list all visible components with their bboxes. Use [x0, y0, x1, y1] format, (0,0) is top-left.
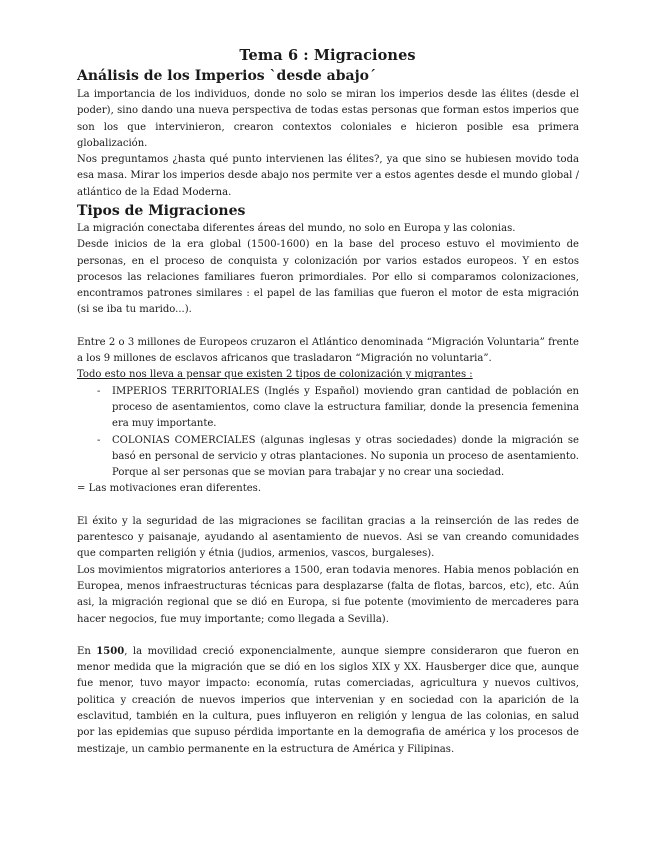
list-item-text: COLONIAS COMERCIALES (algunas inglesas y otras sociedades) donde la migración se basó en personal de servicio y otras plantaciones. No suponia un proceso de asentamiento. Porque al ser personas que se movian para trabajar y no crear una sociedad. — [112, 434, 579, 479]
paragraph: El éxito y la seguridad de las migraciones se facilitan gracias a la reinserción de las redes de parentesco y paisanaje, ayudando al asentamiento de nuevos. Asi se van creando comunidades que comparten religión y étnia (judios, armenios, vascos, burgaleses). — [77, 515, 579, 560]
paragraph-rest: , la movilidad creció exponencialmente, aunque siempre consideraron que fueron en menor medida que la migración que se dió en los siglos XIX y XX. Hausberger dice que, aunque fue menor, tuvo mayor impacto: economía, rutas comerciadas, agricultura y nuevos cultivos, politica y creación de nuevos imperios que intervenian y en sociedad con la aparición de la esclavitud, también en la cultura, pues influyeron en religión y lengua de las colonias, en salud por las epidemias que supuso pérdida importante en la demografia de américa y los procesos de mestizaje, un cambio permanente en la estructura de América y Filipinas. — [77, 645, 580, 755]
section-body-tipos — [77, 221, 579, 758]
section-body-imperios — [77, 87, 579, 201]
paragraph: Entre 2 o 3 millones de Europeos cruzaron el Atlántico denominada “Migración Voluntaria” frente a los 9 millones de esclavos africanos que trasladaron “Migración no voluntaria”. — [77, 336, 579, 365]
paragraph: La importancia de los individuos, donde no solo se miran los imperios desde las élites (desde el poder), sino dando una nueva perspectiva de todas estas personas que forman estos imperios que son los que intervinieron, crearon contextos coloniales e hicieron posible esa primera globalización. — [77, 89, 579, 149]
paragraph-prefix: En — [77, 645, 97, 657]
bullet-dash: - — [97, 385, 101, 397]
section-heading-imperios: Análisis de los Imperios `desde abajo´ — [77, 68, 377, 84]
page-title: Tema 6 : Migraciones — [239, 47, 416, 64]
paragraph — [77, 644, 579, 758]
bold-year: 1500 — [96, 645, 125, 657]
underlined-statement: Todo esto nos lleva a pensar que existen 2 tipos de colonización y migrantes : — [77, 369, 473, 381]
conclusion-line: = Las motivaciones eran diferentes. — [77, 483, 262, 495]
list-item — [77, 384, 579, 433]
paragraph: La migración conectaba diferentes áreas del mundo, no solo en Europa y las colonias. — [77, 223, 516, 234]
bullet-dash: - — [97, 434, 101, 446]
list-item — [77, 433, 579, 482]
paragraph: Desde inicios de la era global (1500-1600) en la base del proceso estuvo el movimiento de personas, en el proceso de conquista y colonización por varios estados europeos. Y en estos procesos las relaciones familiares fueron primordiales. Por ello si comparamos colonizaciones, encontramos patrones similares : el papel de las familias que fueron el motor de esta migración (si se iba tu marido...). — [77, 239, 579, 316]
paragraph: Nos preguntamos ¿hasta qué punto intervienen las élites?, ya que sino se hubiesen movido toda esa masa. Mirar los imperios desde abajo nos permite ver a estos agentes desde el mundo global / atlántico de la Edad Moderna. — [77, 154, 579, 198]
list-item-text: IMPERIOS TERRITORIALES (Inglés y Español) moviendo gran cantidad de población en proceso de asentamientos, como clave la estructura familiar, donde la presencia femenina era muy importante. — [112, 385, 579, 430]
paragraph: Los movimientos migratorios anteriores a 1500, eran todavia menores. Habia menos población en Europea, menos infraestructuras técnicas para desplazarse (falta de flotas, barcos, etc), etc. Aún asi, la migración regional que se dió en Europa, si fue potente (movimiento de mercaderes para hacer negocios, fue muy importante; como llegada a Sevilla). — [77, 564, 579, 625]
section-heading-tipos: Tipos de Migraciones — [77, 203, 246, 219]
colonization-types-list — [77, 384, 579, 482]
